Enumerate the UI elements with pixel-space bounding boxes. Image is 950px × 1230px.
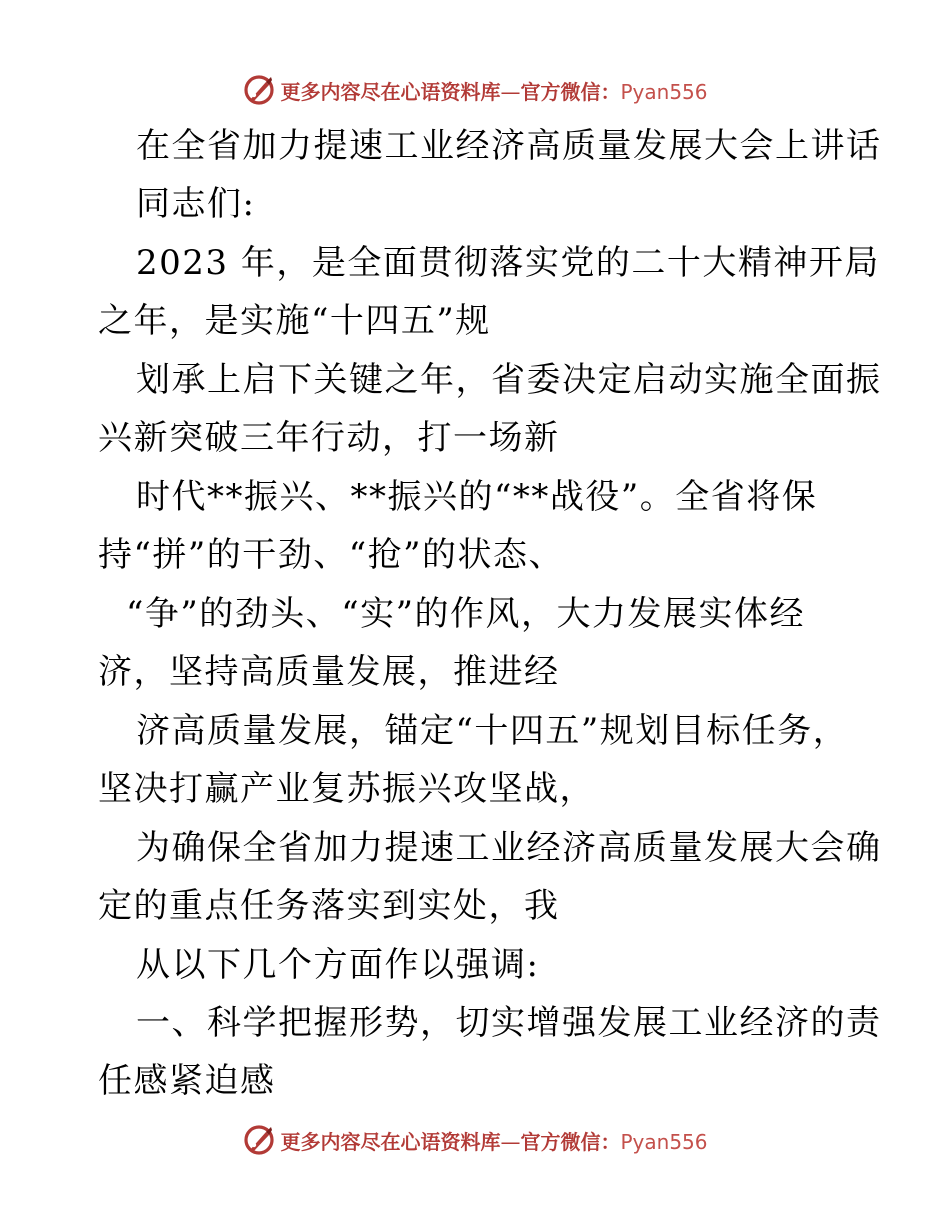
quill-logo-icon <box>242 73 276 107</box>
paragraph-line: 为确保全省加力提速工业经济高质量发展大会确 <box>136 828 882 868</box>
paragraph-line: 划承上启下关键之年，省委决定启动实施全面振 <box>136 360 882 400</box>
paragraph-line: 定的重点任务落实到实处，我 <box>98 886 560 926</box>
paragraph-line: 时代**振兴、**振兴的“**战役”。全省将保 <box>136 477 818 517</box>
watermark-header <box>0 73 950 107</box>
watermark-brand: 更多内容尽在心语资料库 <box>280 79 501 104</box>
watermark-footer <box>0 1123 950 1157</box>
paragraph-line: “争”的劲头、“实”的作风，大力发展实体经 <box>126 594 806 634</box>
document-title: 在全省加力提速工业经济高质量发展大会上讲话 <box>136 126 882 166</box>
paragraph-line: 之年，是实施“十四五”规 <box>98 301 491 341</box>
salutation: 同志们: <box>136 184 256 224</box>
watermark-official-label: 官方微信： <box>520 79 621 104</box>
paragraph-line: 2023 年，是全面贯彻落实党的二十大精神开局 <box>136 243 880 283</box>
quill-logo-icon <box>242 1123 276 1157</box>
watermark-text <box>280 1126 707 1155</box>
section-heading: 一、科学把握形势，切实增强发展工业经济的责 <box>136 1003 882 1043</box>
watermark-text <box>280 76 707 105</box>
watermark-dash: — <box>500 1129 521 1154</box>
paragraph-line: 从以下几个方面作以强调: <box>136 945 540 985</box>
section-heading: 任感紧迫感 <box>98 1061 276 1101</box>
watermark-official-label: 官方微信： <box>520 1129 621 1154</box>
watermark-brand: 更多内容尽在心语资料库 <box>280 1129 501 1154</box>
paragraph-line: 济，坚持高质量发展，推进经 <box>98 652 560 692</box>
watermark-wechat-id: Pyan556 <box>620 1129 708 1154</box>
paragraph-line: 兴新突破三年行动，打一场新 <box>98 418 560 458</box>
paragraph-line: 持“拼”的干劲、“抢”的状态、 <box>98 535 565 575</box>
paragraph-line: 济高质量发展，锚定“十四五”规划目标任务， <box>136 711 849 751</box>
watermark-dash: — <box>500 79 521 104</box>
paragraph-line: 坚决打赢产业复苏振兴攻坚战， <box>98 769 595 809</box>
watermark-wechat-id: Pyan556 <box>620 79 708 104</box>
